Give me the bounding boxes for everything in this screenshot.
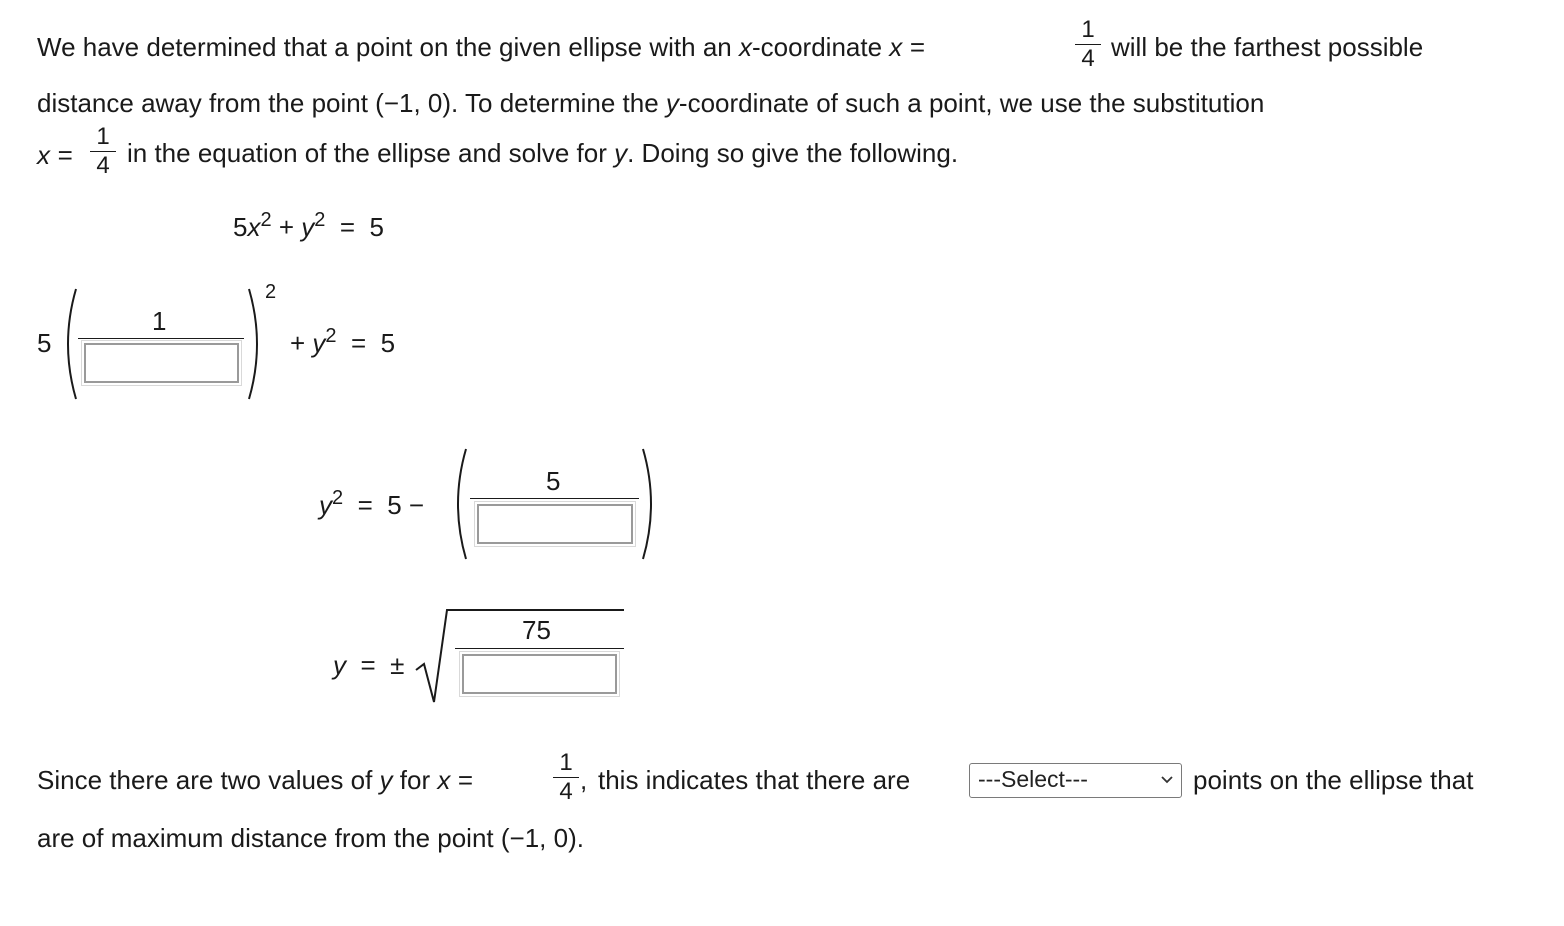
fraction-numerator: 1 (152, 306, 167, 336)
var-x: x (247, 212, 261, 242)
conclusion-line-1 (37, 765, 473, 795)
equation-lhs (333, 650, 404, 680)
var-y: y (301, 212, 315, 242)
fraction-bar (455, 648, 624, 649)
intro-line-1 (37, 32, 925, 62)
var-y: y (379, 765, 393, 795)
fraction-denominator: 4 (1081, 45, 1095, 72)
plus-minus-sign: ± (390, 650, 405, 680)
fraction-numerator: 75 (522, 615, 551, 645)
left-paren-icon (448, 447, 470, 561)
minus-sign: − (408, 490, 425, 520)
intro-line-1-end: will be the farthest possible (1111, 32, 1424, 62)
text-segment: Since there are two values of (37, 765, 380, 795)
right-paren-icon (639, 447, 661, 561)
conclusion-text: this indicates that there are (598, 765, 911, 795)
text-segment: -coordinate of such a point, we use the substitution (678, 88, 1265, 118)
x-equals: x = (37, 140, 73, 170)
equals-sign: = (360, 650, 376, 680)
equation-lhs (319, 487, 425, 523)
rhs-value: 5 (369, 212, 384, 242)
ellipse-equation (233, 209, 384, 245)
fraction-numerator: 1 (96, 123, 110, 150)
text-segment: in the equation of the ellipse and solve for (127, 138, 615, 168)
var-y: y (333, 650, 346, 680)
fraction-denominator: 4 (96, 152, 110, 179)
conclusion-line-2: are of maximum distance from the point (−1, 0). (37, 823, 584, 853)
text-segment: distance away from the point (−1, 0). To determine the (37, 88, 666, 118)
right-paren-icon (245, 287, 267, 401)
denominator-input-1[interactable] (84, 343, 239, 383)
denominator-input-3[interactable] (462, 654, 617, 694)
point-count-select[interactable] (969, 763, 1182, 798)
fraction-numerator: 1 (559, 749, 573, 776)
exponent: 2 (314, 209, 326, 231)
fraction-bar (78, 338, 244, 339)
fraction-numerator: 1 (1081, 16, 1095, 43)
plus-sign: + (290, 328, 306, 358)
equals-sign: = (351, 328, 367, 358)
fraction-one-quarter (553, 751, 579, 804)
exponent: 2 (260, 209, 272, 231)
text-segment: for (392, 765, 438, 795)
var-y: y (614, 138, 628, 168)
select-value: ---Select--- (978, 766, 1088, 792)
fraction-denominator: 4 (559, 778, 573, 805)
equation-rest (290, 325, 396, 361)
exponent: 2 (325, 325, 337, 347)
var-y: y (312, 328, 326, 358)
fraction-numerator: 5 (546, 466, 561, 496)
rhs-value: 5 (380, 328, 396, 358)
equals-sign: = (339, 212, 356, 242)
comma: , (580, 765, 588, 795)
var-y: y (319, 490, 332, 520)
chevron-down-icon (1159, 767, 1175, 793)
var-x: x (738, 32, 752, 62)
coefficient: 5 (233, 212, 248, 242)
plus-sign: + (278, 212, 295, 242)
coefficient: 5 (37, 328, 52, 358)
intro-line-3 (127, 138, 958, 168)
x-equals: x = (889, 32, 925, 62)
fraction-bar (470, 498, 639, 499)
var-y: y (665, 88, 679, 118)
x-equals: x = (437, 765, 473, 795)
text-segment: . Doing so give the following. (627, 138, 959, 168)
fraction-one-quarter (1075, 18, 1101, 71)
denominator-input-2[interactable] (477, 504, 633, 544)
text-segment: -coordinate (751, 32, 890, 62)
text-segment: We have determined that a point on the given ellipse with an (37, 32, 739, 62)
outer-exponent: 2 (265, 281, 277, 303)
exponent: 2 (332, 487, 344, 509)
fraction-one-quarter (90, 125, 116, 178)
left-paren-icon (58, 287, 80, 401)
rhs-value: 5 (387, 490, 402, 520)
intro-line-2 (37, 88, 1264, 118)
conclusion-text-end: points on the ellipse that (1193, 765, 1474, 795)
equals-sign: = (357, 490, 373, 520)
